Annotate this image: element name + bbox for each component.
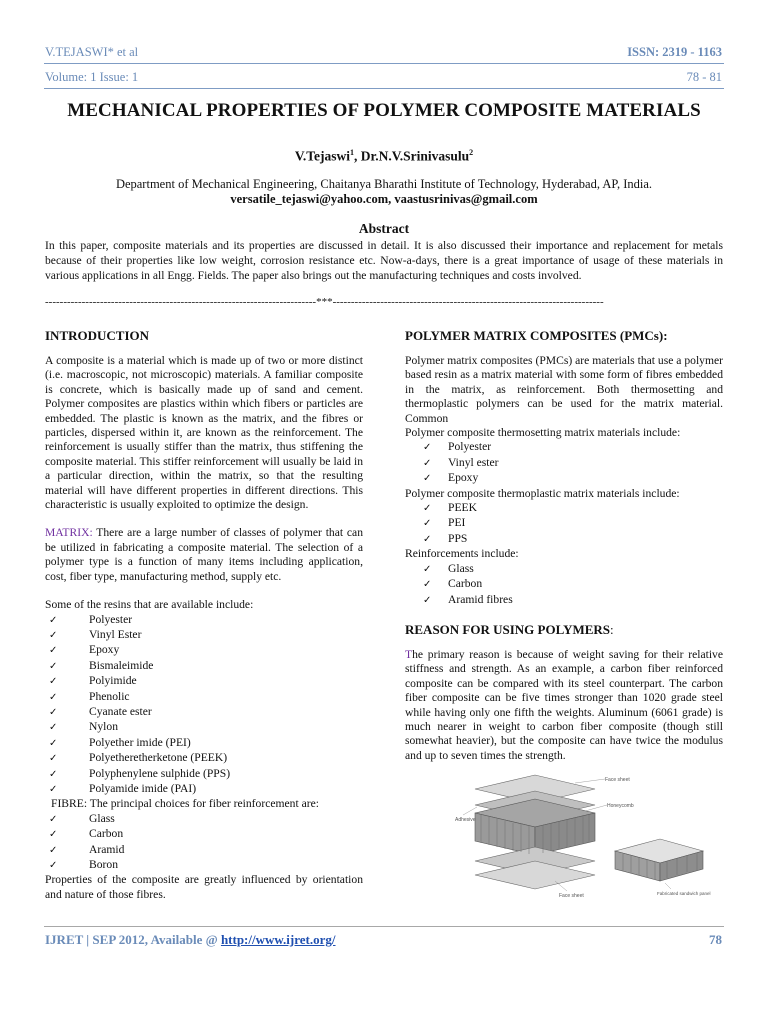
checkmark-icon: ✓ (49, 783, 58, 795)
checkmark-icon: ✓ (49, 829, 58, 841)
affiliation: Department of Mechanical Engineering, Chaitanya Bharathi Institute of Technology, Hyderabad, AP, India. (115, 177, 653, 191)
checkmark-icon: ✓ (49, 629, 58, 641)
list-item (45, 843, 363, 858)
reason-heading: REASON FOR USING POLYMERS (405, 621, 611, 637)
list-item (45, 827, 363, 842)
reinf-intro: Reinforcements include: (405, 547, 519, 561)
label-adhesive: Adhesive (455, 817, 476, 824)
list-item (45, 705, 363, 720)
list-item-label: Polyether imide (PEI) (89, 735, 191, 749)
checkmark-icon: ✓ (423, 473, 432, 485)
abstract-heading: Abstract (358, 221, 410, 236)
thermoplastic-list (405, 501, 723, 547)
reinforcement-list (405, 562, 723, 608)
list-item-label: Epoxy (89, 643, 120, 657)
thermoset-intro: Polymer composite thermosetting matrix materials include: (405, 426, 681, 440)
list-item-label: Polyamide imide (PAI) (89, 781, 197, 795)
list-item-label: Vinyl Ester (89, 627, 142, 641)
list-item-label: Polyimide (89, 674, 137, 688)
list-item-label: Carbon (448, 577, 483, 591)
checkmark-icon: ✓ (423, 518, 432, 530)
footer-link[interactable]: http://www.ijret.org/ (220, 932, 336, 947)
checkmark-icon: ✓ (49, 614, 58, 626)
list-item-label: Aramid (89, 842, 125, 856)
list-item-label: Polyester (448, 440, 492, 454)
checkmark-icon: ✓ (423, 442, 432, 454)
label-fabricated-panel: Fabricated sandwich panel (657, 891, 711, 897)
list-item-label: PPS (448, 531, 468, 545)
checkmark-icon: ✓ (423, 563, 432, 575)
header-pages: 78 - 81 (686, 70, 722, 84)
list-item (45, 812, 363, 827)
honeycomb-sandwich-figure (455, 771, 711, 901)
list-item (405, 562, 723, 577)
list-item (405, 501, 723, 516)
list-item (405, 593, 723, 608)
list-item (405, 516, 723, 531)
matrix-text: There are a large number of classes of polymer that can be utilized in fabricating a composite material. The selection of a polymer type is a function of many items including application, cost, fiber type, manufacturing method, supply etc. (45, 526, 363, 583)
sandwich-panel-illustration (455, 771, 711, 901)
list-item (45, 782, 363, 797)
list-item-label: Vinyl ester (448, 455, 499, 469)
list-item (405, 471, 723, 486)
checkmark-icon: ✓ (49, 660, 58, 672)
list-item-label: Glass (448, 561, 474, 575)
checkmark-icon: ✓ (49, 722, 58, 734)
checkmark-icon: ✓ (49, 645, 58, 657)
list-item (405, 440, 723, 455)
reason-text: he primary reason is because of weight saving for their relative stiffness and strength. As an example, a carbon fiber reinforced composite can be compared with its steel counterpart. The carbon fiber composite can be five times stronger than 1020 grade steel while having only one fifth the weights. Aluminum (6061 grade) is much nearer in weight to carbon fiber composite (though still somewhat heavier), but the composite can have twice the modulus and up to seven times the strength. (405, 647, 723, 762)
footer-rule (44, 926, 724, 927)
footer-page-number: 78 (709, 932, 722, 947)
intro-paragraph: A composite is a material which is made up of two or more distinct (i.e. macroscopic, not microscopic) materials. A familiar composite is concrete, which is basically made up of sand and cement. Polymer composites are plastics within which fibers or particles are embedded. The plastic is known as the matrix, and the fibres or particles, dispersed within it, are known as the reinforcement. The reinforcement is usually stiffer than the matrix, thus stiffening the composite material. This stiffer reinforcement will usually be laid in a particular direction, within the matrix, so that the resulting material will have different properties in different directions. This characteristic is usually exploited to optimize the design. (45, 354, 363, 512)
checkmark-icon: ✓ (423, 503, 432, 515)
checkmark-icon: ✓ (49, 844, 58, 856)
list-item-label: Phenolic (89, 689, 130, 703)
thermoplastic-intro: Polymer composite thermoplastic matrix materials include: (405, 486, 680, 500)
header-issn: ISSN: 2319 - 1163 (627, 45, 722, 59)
list-item (405, 577, 723, 592)
list-item-label: Epoxy (448, 471, 479, 485)
checkmark-icon: ✓ (423, 457, 432, 469)
list-item-label: Bismaleimide (89, 658, 154, 672)
resins-list (45, 613, 363, 798)
list-item (45, 643, 363, 658)
checkmark-icon: ✓ (423, 533, 432, 545)
resins-intro: Some of the resins that are available include: (45, 598, 254, 612)
list-item (45, 858, 363, 873)
reason-colon: : (610, 621, 614, 637)
matrix-paragraph (45, 526, 363, 584)
list-item-label: PEEK (448, 501, 477, 515)
right-column (405, 328, 723, 901)
checkmark-icon: ✓ (49, 753, 58, 765)
list-item (45, 751, 363, 766)
list-item-label: Glass (89, 811, 115, 825)
fibre-intro: FIBRE: The principal choices for fiber reinforcement are: (51, 797, 319, 811)
left-column (45, 328, 363, 902)
checkmark-icon: ✓ (49, 860, 58, 871)
paper-title: MECHANICAL PROPERTIES OF POLYMER COMPOSITE MATERIALS (67, 100, 701, 121)
pmc-paragraph: Polymer matrix composites (PMCs) are materials that use a polymer based resin as a matrix material with some form of fibres embedded in the matrix, as reinforcement. Both thermosetting and thermoplastic polymers can be used for the matrix material. Common (405, 354, 723, 425)
checkmark-icon: ✓ (49, 768, 58, 780)
matrix-label: MATRIX: (45, 526, 93, 540)
list-item (45, 690, 363, 705)
author-sep: , (353, 148, 361, 164)
checkmark-icon: ✓ (49, 706, 58, 718)
footer-journal: IJRET | SEP 2012, Available @ (45, 932, 221, 947)
fibre-closing: Properties of the composite are greatly influenced by orientation and nature of those fibres. (45, 873, 363, 901)
header-rule-bottom (44, 88, 724, 89)
list-item-label: Boron (89, 858, 118, 871)
list-item (405, 532, 723, 547)
list-item (45, 613, 363, 628)
author-2: Dr.N.V.Srinivasulu (360, 148, 470, 164)
list-item (45, 628, 363, 643)
header-rule (44, 63, 724, 64)
list-item (45, 659, 363, 674)
checkmark-icon: ✓ (423, 579, 432, 591)
header-volume: Volume: 1 Issue: 1 (45, 70, 139, 84)
intro-heading: INTRODUCTION (45, 328, 150, 343)
label-face-sheet-top: Face sheet (605, 777, 630, 784)
checkmark-icon: ✓ (49, 676, 58, 688)
list-item-label: Aramid fibres (448, 592, 513, 606)
section-separator: --------------------------------------------------------------------------***-------------------------------------------------------------------------- (45, 296, 604, 308)
reason-paragraph (405, 648, 723, 763)
pmc-heading: POLYMER MATRIX COMPOSITES (PMCs): (405, 328, 668, 343)
list-item-label: Polyester (89, 612, 133, 626)
list-item (45, 767, 363, 782)
author-line (0, 148, 768, 165)
list-item-label: Polyetheretherketone (PEEK) (89, 751, 228, 765)
thermoset-list (405, 440, 723, 486)
abstract-text: In this paper, composite materials and its properties are discussed in detail. It is also discussed their importance and replacement for metals because of their properties like low weight, corrosion resistance etc. Now-a-days, there is a great importance of usage of these materials in various applications in all Engg. Fields. The paper also brings out the manufacturing techniques and costs involved. (45, 239, 723, 282)
list-item-label: Cyanate ester (89, 704, 152, 718)
checkmark-icon: ✓ (49, 813, 58, 825)
checkmark-icon: ✓ (49, 691, 58, 703)
author-2-sup: 2 (469, 148, 474, 157)
label-face-sheet-bottom: Face sheet (559, 893, 584, 900)
list-item (45, 674, 363, 689)
label-honeycomb: Honeycomb (607, 803, 634, 810)
fibres-list (45, 812, 363, 874)
list-item-label: Nylon (89, 720, 118, 734)
checkmark-icon: ✓ (423, 594, 432, 606)
list-item-label: Polyphenylene sulphide (PPS) (89, 766, 231, 780)
reason-dropcap: T (405, 647, 413, 661)
list-item (45, 720, 363, 735)
author-1-sup: 1 (349, 148, 354, 157)
author-emails: versatile_tejaswi@yahoo.com, vaastusrinivas@gmail.com (230, 192, 538, 206)
list-item (405, 456, 723, 471)
list-item (45, 736, 363, 751)
footer-text (45, 932, 336, 948)
header-author: V.TEJASWI* et al (45, 45, 139, 59)
reason-heading-line (405, 622, 723, 638)
author-1: V.Tejaswi (294, 148, 350, 164)
list-item-label: PEI (448, 516, 466, 530)
list-item-label: Carbon (89, 827, 124, 841)
checkmark-icon: ✓ (49, 737, 58, 749)
